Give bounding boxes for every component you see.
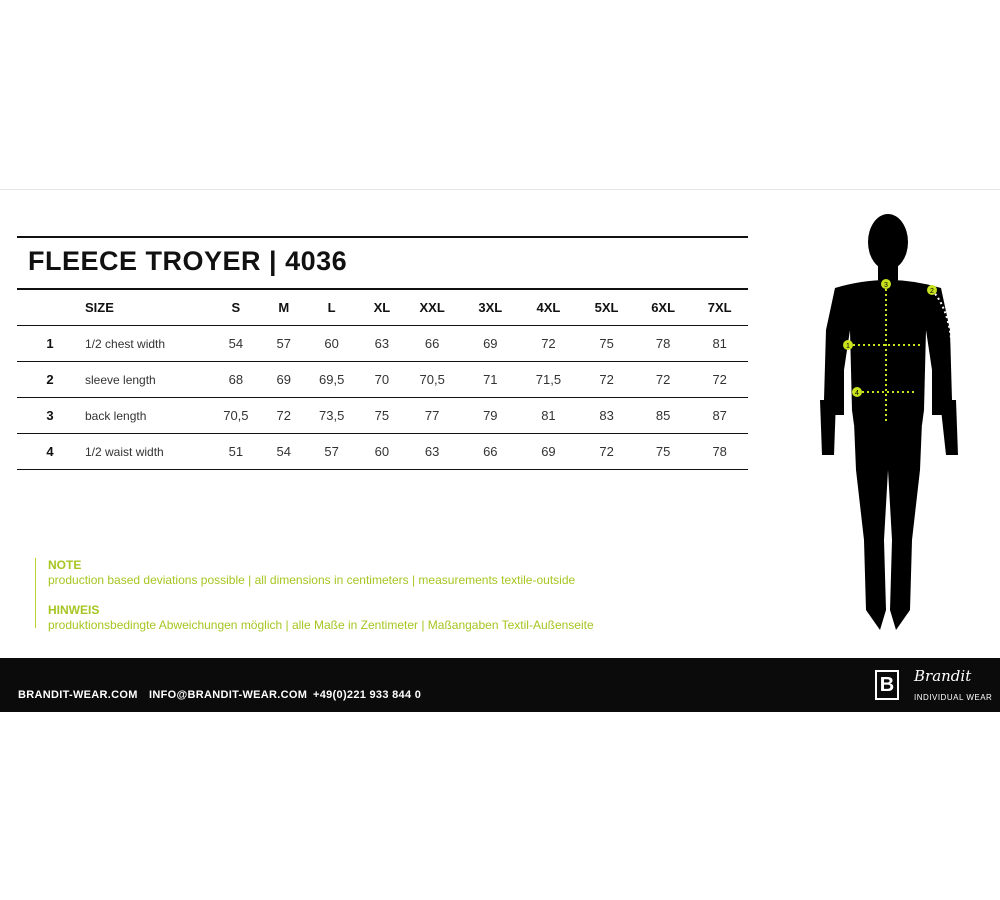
row-label: back length [83,398,206,434]
cell-value: 70,5 [402,362,462,398]
cell-value: 81 [691,326,748,362]
brand-tagline: INDIVIDUAL WEAR [914,693,993,702]
hinweis-text: produktionsbedingte Abweichungen möglich | alle Maße in Zentimeter | Maßangaben Textil-Außenseite [48,618,594,632]
cell-value: 51 [206,434,266,470]
table-row [17,326,748,362]
brand-logo-icon: B [875,670,899,700]
cell-value: 72 [578,362,635,398]
cell-value: 75 [578,326,635,362]
cell-value: 79 [462,398,519,434]
cell-value: 73,5 [302,398,362,434]
cell-value: 71 [462,362,519,398]
size-col-m: M [266,290,302,326]
cell-value: 75 [362,398,403,434]
svg-text:2: 2 [930,288,934,295]
cell-value: 70 [362,362,403,398]
footer-website-link[interactable]: BRANDIT-WEAR.COM [18,689,138,701]
size-col-l: L [302,290,362,326]
body-measurement-figure [800,210,980,635]
row-label: 1/2 chest width [83,326,206,362]
cell-value: 54 [206,326,266,362]
size-col-7xl: 7XL [691,290,748,326]
size-header-row [17,290,748,326]
cell-value: 69 [462,326,519,362]
page-title: FLEECE TROYER | 4036 [28,246,348,276]
cell-value: 63 [362,326,403,362]
cell-value: 72 [266,398,302,434]
cell-value: 78 [691,434,748,470]
cell-value: 68 [206,362,266,398]
cell-value: 72 [635,362,692,398]
cell-value: 81 [519,398,579,434]
body-silhouette [820,214,958,630]
note-title: NOTE [48,558,82,572]
size-chart-card [0,189,1000,712]
table-row [17,398,748,434]
row-index: 4 [17,434,83,470]
cell-value: 83 [578,398,635,434]
cell-value: 71,5 [519,362,579,398]
cell-value: 54 [266,434,302,470]
cell-value: 85 [635,398,692,434]
cell-value: 60 [362,434,403,470]
cell-value: 78 [635,326,692,362]
cell-value: 66 [462,434,519,470]
cell-value: 72 [691,362,748,398]
size-col-xl: XL [362,290,403,326]
marker-4 [852,387,862,397]
table-row [17,434,748,470]
footer-phone: +49(0)221 933 844 0 [313,689,422,701]
row-label: sleeve length [83,362,206,398]
cell-value: 63 [402,434,462,470]
size-col-3xl: 3XL [462,290,519,326]
size-col-4xl: 4XL [519,290,579,326]
row-index: 3 [17,398,83,434]
cell-value: 57 [302,434,362,470]
cell-value: 69 [266,362,302,398]
marker-1 [843,340,853,350]
cell-value: 77 [402,398,462,434]
cell-value: 60 [302,326,362,362]
svg-text:3: 3 [884,282,888,289]
hinweis-block [48,603,594,632]
cell-value: 57 [266,326,302,362]
cell-value: 75 [635,434,692,470]
svg-text:4: 4 [855,390,859,397]
footer-bar [0,658,1000,712]
size-col-s: S [206,290,266,326]
marker-3 [881,279,891,289]
cell-value: 69,5 [302,362,362,398]
size-table [17,290,748,470]
title-rule-top [17,236,748,238]
size-col-6xl: 6XL [635,290,692,326]
row-index: 2 [17,362,83,398]
brand-name: Brandit [914,667,972,685]
cell-value: 69 [519,434,579,470]
note-text: production based deviations possible | all dimensions in centimeters | measurements textile-outside [48,573,576,587]
table-row [17,362,748,398]
notes-section [48,558,594,632]
index-header [17,290,83,326]
cell-value: 70,5 [206,398,266,434]
marker-2 [927,285,937,295]
cell-value: 66 [402,326,462,362]
cell-value: 87 [691,398,748,434]
cell-value: 72 [519,326,579,362]
size-col-5xl: 5XL [578,290,635,326]
cell-value: 72 [578,434,635,470]
hinweis-title: HINWEIS [48,603,100,617]
row-label: 1/2 waist width [83,434,206,470]
footer-email-link[interactable]: INFO@BRANDIT-WEAR.COM [149,689,308,701]
size-header-label: SIZE [83,290,206,326]
svg-text:1: 1 [846,343,850,350]
size-col-xxl: XXL [402,290,462,326]
row-index: 1 [17,326,83,362]
note-accent-bar [35,558,36,628]
